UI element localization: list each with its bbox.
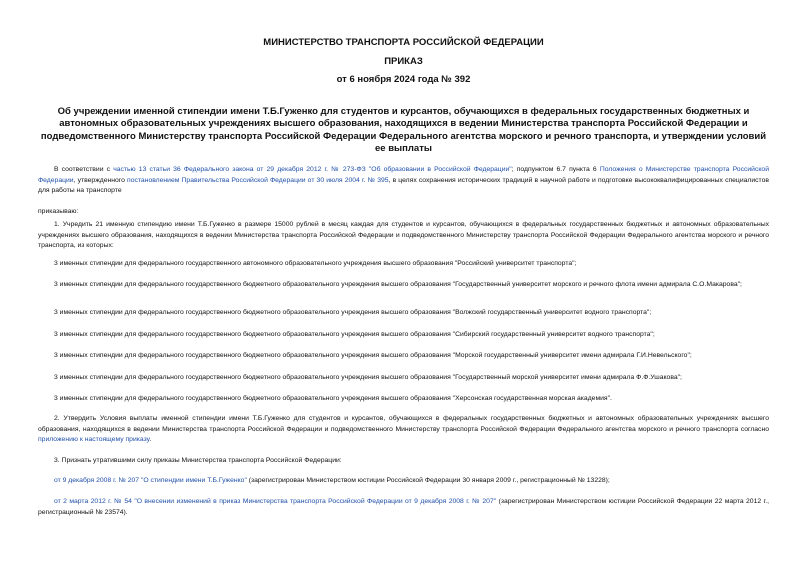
document-title: Об учреждении именной стипендии имени Т.Б.Гуженко для студентов и курсантов, обучающихся в федеральных государственных бюджетных и автономных образовательных учреждениях высшего образования, находящихся в ведении Министерства транспорта Российской Федерации и подведомственного Министерству транспорта Российской Федерации Федерального агентства морского и речного транспорта, и утверждении условий ее выплаты <box>40 106 767 154</box>
document-date-number: от 6 ноября 2024 года № 392 <box>336 74 471 85</box>
stipend-item: 3 именных стипендии для федерального государственного бюджетного образовательного учреждения высшего образования "Морской государственный университет имени адмирала Г.И.Невельского"; <box>54 352 692 359</box>
item-3: 3. Признать утратившими силу приказы Министерства транспорта Российской Федерации: <box>54 457 342 464</box>
preamble-text: В соответствии с <box>54 166 114 173</box>
ministry-regulation-link[interactable]: Положения о Министерстве транспорта Российской Федерации <box>38 166 769 184</box>
repealed-item-text: (зарегистрирован Министерством юстиции Российской Федерации 22 марта 2012 г., регистрационный № 23574). <box>38 498 769 516</box>
repealed-item-text: (зарегистрирован Министерством юстиции Российской Федерации 30 января 2009 г., регистрационный № 13228); <box>246 477 610 484</box>
appendix-link[interactable]: приложению к настоящему приказу <box>38 436 150 444</box>
item-2-text: 2. Утвердить Условия выплаты именной стипендии имени Т.Б.Гуженко для студентов и курсантов, обучающихся в федеральных государственных бюджетных и автономных образовательных учреждениях высшего образования, находящихся в ведении Министерства транспорта Российской Федерации и подведомственного Министерству транспорта Российской Федерации Федерального агентства морского и речного транспорта согласно <box>38 415 769 433</box>
preamble-paragraph <box>38 165 769 197</box>
item-2-end: . <box>149 436 152 444</box>
preamble-text: , утвержденного <box>73 176 128 184</box>
item-2 <box>38 414 769 446</box>
item-1: 1. Учредить 21 именную стипендию имени Т.Б.Гуженко в размере 15000 рублей в месяц каждая для студентов и курсантов, обучающихся в федеральных государственных бюджетных и автономных образовательных учреждениях высшего образования, находящихся в ведении Министерства транспорта Российской Федерации и подведомственного Министерству транспорта Российской Федерации Федерального агентства морского и речного транспорта, из которых: <box>38 221 769 250</box>
stipend-item: 3 именных стипендии для федерального государственного бюджетного образовательного учреждения высшего образования "Херсонская государственная морская академия". <box>54 395 612 402</box>
repealed-item <box>38 476 769 487</box>
government-decree-link[interactable]: постановлением Правительства Российской Федерации от 30 июля 2004 г. № 395 <box>127 176 389 184</box>
stipend-item: 3 именных стипендии для федерального государственного бюджетного образовательного учреждения высшего образования "Государственный морской университет имени адмирала Ф.Ф.Ушакова"; <box>54 374 682 381</box>
stipend-item: 3 именных стипендии для федерального государственного автономного образовательного учреждения высшего образования "Российский университет транспорта"; <box>54 260 577 267</box>
repealed-item <box>38 497 769 518</box>
stipend-item: 3 именных стипендии для федерального государственного бюджетного образовательного учреждения высшего образования "Волжский государственный университет водного транспорта"; <box>54 309 652 316</box>
stipend-item: 3 именных стипендии для федерального государственного бюджетного образовательного учреждения высшего образования "Сибирский государственный университет водного транспорта"; <box>54 331 655 338</box>
preamble-text: ; подпунктом 6.7 пункта 6 <box>511 166 600 173</box>
order-207-link[interactable]: от 9 декабря 2008 г. № 207 "О стипендии имени Т.Б.Гуженко" <box>54 477 247 484</box>
ministry-heading: МИНИСТЕРСТВО ТРАНСПОРТА РОССИЙСКОЙ ФЕДЕРАЦИИ <box>263 37 544 48</box>
order-word: приказываю: <box>38 208 79 215</box>
law-273-link[interactable]: частью 13 статьи 36 Федерального закона от 29 декабря 2012 г. № 273-ФЗ "Об образовании в Российской Федерации" <box>113 166 512 173</box>
document-type: ПРИКАЗ <box>384 56 423 67</box>
order-54-link[interactable]: от 2 марта 2012 г. № 54 "О внесении изменений в приказ Министерства транспорта Российской Федерации от 9 декабря 2008 г. № 207" <box>54 498 497 505</box>
preamble-text: , в целях сохранения исторических традиций в научной работе и подготовке высококвалифицированных специалистов для работы на транспорте <box>38 176 769 195</box>
stipend-item: 3 именных стипендии для федерального государственного бюджетного образовательного учреждения высшего образования "Государственный университет морского и речного флота имени адмирала С.О.Макарова"; <box>54 281 742 288</box>
